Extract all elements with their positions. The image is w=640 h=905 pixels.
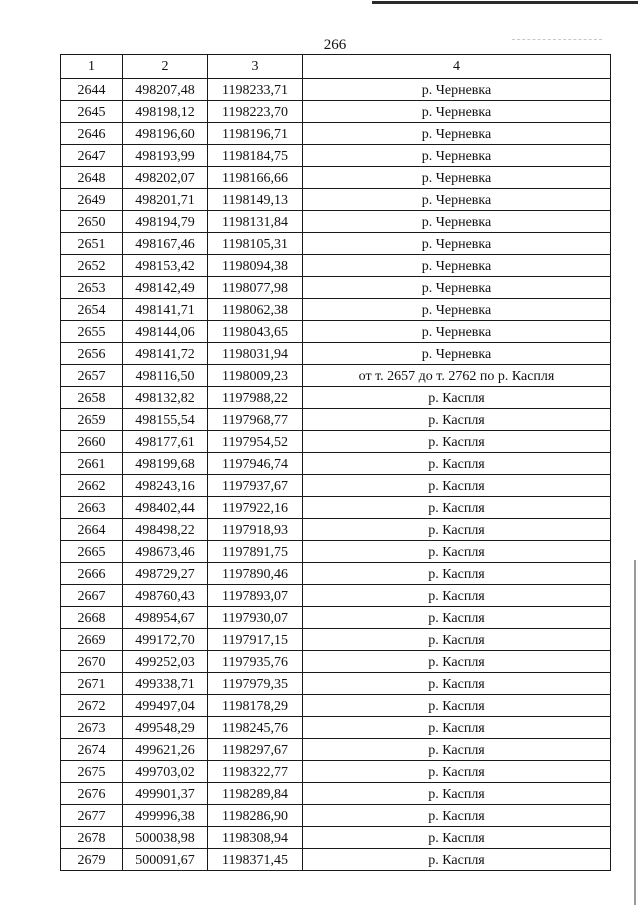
x-coordinate-cell: 499252,03 — [123, 651, 208, 673]
point-number-cell: 2672 — [61, 695, 123, 717]
description-cell: р. Каспля — [303, 431, 611, 453]
description-cell: р. Каспля — [303, 607, 611, 629]
page-number: 266 — [323, 37, 347, 53]
table-row — [61, 453, 611, 475]
x-coordinate-cell: 498201,71 — [123, 189, 208, 211]
description-cell: р. Каспля — [303, 541, 611, 563]
x-coordinate-cell: 498153,42 — [123, 255, 208, 277]
table-row — [61, 299, 611, 321]
x-coordinate-cell: 498760,43 — [123, 585, 208, 607]
description-cell: р. Черневка — [303, 343, 611, 365]
y-coordinate-cell: 1197937,67 — [208, 475, 303, 497]
table-row — [61, 145, 611, 167]
table-row — [61, 409, 611, 431]
point-number-cell: 2676 — [61, 783, 123, 805]
table-row — [61, 431, 611, 453]
y-coordinate-cell: 1198077,98 — [208, 277, 303, 299]
table-row — [61, 255, 611, 277]
description-cell: р. Черневка — [303, 233, 611, 255]
table-row — [61, 827, 611, 849]
table-row — [61, 739, 611, 761]
point-number-cell: 2671 — [61, 673, 123, 695]
table-row — [61, 79, 611, 101]
x-coordinate-cell: 499996,38 — [123, 805, 208, 827]
x-coordinate-cell: 498116,50 — [123, 365, 208, 387]
y-coordinate-cell: 1198178,29 — [208, 695, 303, 717]
y-coordinate-cell: 1198149,13 — [208, 189, 303, 211]
point-number-cell: 2653 — [61, 277, 123, 299]
point-number-cell: 2655 — [61, 321, 123, 343]
y-coordinate-cell: 1197979,35 — [208, 673, 303, 695]
description-cell: р. Каспля — [303, 695, 611, 717]
point-number-cell: 2658 — [61, 387, 123, 409]
x-coordinate-cell: 498177,61 — [123, 431, 208, 453]
point-number-cell: 2666 — [61, 563, 123, 585]
y-coordinate-cell: 1197988,22 — [208, 387, 303, 409]
y-coordinate-cell: 1198233,71 — [208, 79, 303, 101]
table-row — [61, 101, 611, 123]
description-cell: р. Черневка — [303, 189, 611, 211]
table-row — [61, 123, 611, 145]
description-cell: р. Каспля — [303, 739, 611, 761]
y-coordinate-cell: 1197968,77 — [208, 409, 303, 431]
table-row — [61, 497, 611, 519]
y-coordinate-cell: 1198286,90 — [208, 805, 303, 827]
y-coordinate-cell: 1198009,23 — [208, 365, 303, 387]
x-coordinate-cell: 499621,26 — [123, 739, 208, 761]
point-number-cell: 2674 — [61, 739, 123, 761]
table-row — [61, 343, 611, 365]
point-number-cell: 2659 — [61, 409, 123, 431]
point-number-cell: 2673 — [61, 717, 123, 739]
table-row — [61, 277, 611, 299]
x-coordinate-cell: 498141,72 — [123, 343, 208, 365]
description-cell: р. Черневка — [303, 299, 611, 321]
y-coordinate-cell: 1197890,46 — [208, 563, 303, 585]
table-row — [61, 211, 611, 233]
header-col-2: 2 — [123, 55, 208, 79]
description-cell: р. Каспля — [303, 629, 611, 651]
description-cell: р. Каспля — [303, 519, 611, 541]
description-cell: р. Каспля — [303, 651, 611, 673]
header-col-4: 4 — [303, 55, 611, 79]
x-coordinate-cell: 498198,12 — [123, 101, 208, 123]
y-coordinate-cell: 1197930,07 — [208, 607, 303, 629]
point-number-cell: 2665 — [61, 541, 123, 563]
x-coordinate-cell: 498199,68 — [123, 453, 208, 475]
coordinates-table — [60, 54, 611, 871]
x-coordinate-cell: 498402,44 — [123, 497, 208, 519]
point-number-cell: 2667 — [61, 585, 123, 607]
y-coordinate-cell: 1198322,77 — [208, 761, 303, 783]
table-body — [61, 79, 611, 871]
description-cell: р. Черневка — [303, 211, 611, 233]
y-coordinate-cell: 1198105,31 — [208, 233, 303, 255]
table-row — [61, 607, 611, 629]
y-coordinate-cell: 1197893,07 — [208, 585, 303, 607]
description-cell: р. Черневка — [303, 277, 611, 299]
point-number-cell: 2651 — [61, 233, 123, 255]
x-coordinate-cell: 500091,67 — [123, 849, 208, 871]
y-coordinate-cell: 1198223,70 — [208, 101, 303, 123]
point-number-cell: 2663 — [61, 497, 123, 519]
x-coordinate-cell: 498167,46 — [123, 233, 208, 255]
table-row — [61, 321, 611, 343]
x-coordinate-cell: 498155,54 — [123, 409, 208, 431]
point-number-cell: 2648 — [61, 167, 123, 189]
point-number-cell: 2650 — [61, 211, 123, 233]
point-number-cell: 2661 — [61, 453, 123, 475]
x-coordinate-cell: 500038,98 — [123, 827, 208, 849]
description-cell: р. Черневка — [303, 145, 611, 167]
table-row — [61, 475, 611, 497]
description-cell: р. Черневка — [303, 321, 611, 343]
y-coordinate-cell: 1198043,65 — [208, 321, 303, 343]
table-row — [61, 563, 611, 585]
description-cell: р. Каспля — [303, 475, 611, 497]
scan-edge-line-right — [634, 560, 636, 905]
x-coordinate-cell: 498132,82 — [123, 387, 208, 409]
point-number-cell: 2644 — [61, 79, 123, 101]
table-row — [61, 783, 611, 805]
header-col-3: 3 — [208, 55, 303, 79]
description-cell: р. Каспля — [303, 849, 611, 871]
x-coordinate-cell: 498194,79 — [123, 211, 208, 233]
point-number-cell: 2668 — [61, 607, 123, 629]
point-number-cell: 2660 — [61, 431, 123, 453]
description-cell: р. Каспля — [303, 387, 611, 409]
table-row — [61, 233, 611, 255]
description-cell: р. Черневка — [303, 167, 611, 189]
point-number-cell: 2675 — [61, 761, 123, 783]
description-cell: р. Каспля — [303, 827, 611, 849]
description-cell: р. Черневка — [303, 79, 611, 101]
point-number-cell: 2669 — [61, 629, 123, 651]
description-cell: р. Каспля — [303, 497, 611, 519]
x-coordinate-cell: 499497,04 — [123, 695, 208, 717]
x-coordinate-cell: 498498,22 — [123, 519, 208, 541]
y-coordinate-cell: 1198196,71 — [208, 123, 303, 145]
scan-artifact-dashes — [512, 39, 602, 41]
x-coordinate-cell: 498207,48 — [123, 79, 208, 101]
table-row — [61, 717, 611, 739]
x-coordinate-cell: 499172,70 — [123, 629, 208, 651]
y-coordinate-cell: 1197917,15 — [208, 629, 303, 651]
point-number-cell: 2677 — [61, 805, 123, 827]
y-coordinate-cell: 1197891,75 — [208, 541, 303, 563]
point-number-cell: 2645 — [61, 101, 123, 123]
description-cell: от т. 2657 до т. 2762 по р. Каспля — [303, 365, 611, 387]
x-coordinate-cell: 498243,16 — [123, 475, 208, 497]
table-row — [61, 365, 611, 387]
y-coordinate-cell: 1198094,38 — [208, 255, 303, 277]
point-number-cell: 2664 — [61, 519, 123, 541]
x-coordinate-cell: 498196,60 — [123, 123, 208, 145]
table-row — [61, 189, 611, 211]
point-number-cell: 2652 — [61, 255, 123, 277]
table-row — [61, 849, 611, 871]
table-row — [61, 673, 611, 695]
x-coordinate-cell: 498144,06 — [123, 321, 208, 343]
x-coordinate-cell: 499548,29 — [123, 717, 208, 739]
y-coordinate-cell: 1198371,45 — [208, 849, 303, 871]
y-coordinate-cell: 1197935,76 — [208, 651, 303, 673]
table-row — [61, 541, 611, 563]
description-cell: р. Каспля — [303, 805, 611, 827]
point-number-cell: 2656 — [61, 343, 123, 365]
description-cell: р. Каспля — [303, 409, 611, 431]
y-coordinate-cell: 1198245,76 — [208, 717, 303, 739]
table-row — [61, 167, 611, 189]
y-coordinate-cell: 1198184,75 — [208, 145, 303, 167]
point-number-cell: 2654 — [61, 299, 123, 321]
description-cell: р. Каспля — [303, 717, 611, 739]
description-cell: р. Каспля — [303, 761, 611, 783]
description-cell: р. Черневка — [303, 101, 611, 123]
table-row — [61, 761, 611, 783]
y-coordinate-cell: 1197946,74 — [208, 453, 303, 475]
x-coordinate-cell: 499338,71 — [123, 673, 208, 695]
description-cell: р. Черневка — [303, 123, 611, 145]
x-coordinate-cell: 498954,67 — [123, 607, 208, 629]
point-number-cell: 2646 — [61, 123, 123, 145]
description-cell: р. Каспля — [303, 585, 611, 607]
x-coordinate-cell: 498193,99 — [123, 145, 208, 167]
table-row — [61, 585, 611, 607]
point-number-cell: 2649 — [61, 189, 123, 211]
table-row — [61, 387, 611, 409]
y-coordinate-cell: 1197922,16 — [208, 497, 303, 519]
y-coordinate-cell: 1198131,84 — [208, 211, 303, 233]
x-coordinate-cell: 499703,02 — [123, 761, 208, 783]
table-row — [61, 629, 611, 651]
y-coordinate-cell: 1197918,93 — [208, 519, 303, 541]
x-coordinate-cell: 499901,37 — [123, 783, 208, 805]
description-cell: р. Каспля — [303, 563, 611, 585]
point-number-cell: 2678 — [61, 827, 123, 849]
header-row — [61, 55, 611, 79]
description-cell: р. Каспля — [303, 673, 611, 695]
y-coordinate-cell: 1198289,84 — [208, 783, 303, 805]
point-number-cell: 2670 — [61, 651, 123, 673]
point-number-cell: 2657 — [61, 365, 123, 387]
x-coordinate-cell: 498142,49 — [123, 277, 208, 299]
x-coordinate-cell: 498673,46 — [123, 541, 208, 563]
y-coordinate-cell: 1198031,94 — [208, 343, 303, 365]
table-row — [61, 805, 611, 827]
point-number-cell: 2679 — [61, 849, 123, 871]
description-cell: р. Каспля — [303, 453, 611, 475]
description-cell: р. Каспля — [303, 783, 611, 805]
x-coordinate-cell: 498141,71 — [123, 299, 208, 321]
description-cell: р. Черневка — [303, 255, 611, 277]
scan-edge-line-top — [372, 1, 638, 4]
table-row — [61, 519, 611, 541]
table-row — [61, 695, 611, 717]
x-coordinate-cell: 498202,07 — [123, 167, 208, 189]
table-row — [61, 651, 611, 673]
header-col-1: 1 — [61, 55, 123, 79]
point-number-cell: 2647 — [61, 145, 123, 167]
y-coordinate-cell: 1198308,94 — [208, 827, 303, 849]
y-coordinate-cell: 1197954,52 — [208, 431, 303, 453]
point-number-cell: 2662 — [61, 475, 123, 497]
y-coordinate-cell: 1198166,66 — [208, 167, 303, 189]
table-header — [61, 55, 611, 79]
x-coordinate-cell: 498729,27 — [123, 563, 208, 585]
y-coordinate-cell: 1198297,67 — [208, 739, 303, 761]
y-coordinate-cell: 1198062,38 — [208, 299, 303, 321]
